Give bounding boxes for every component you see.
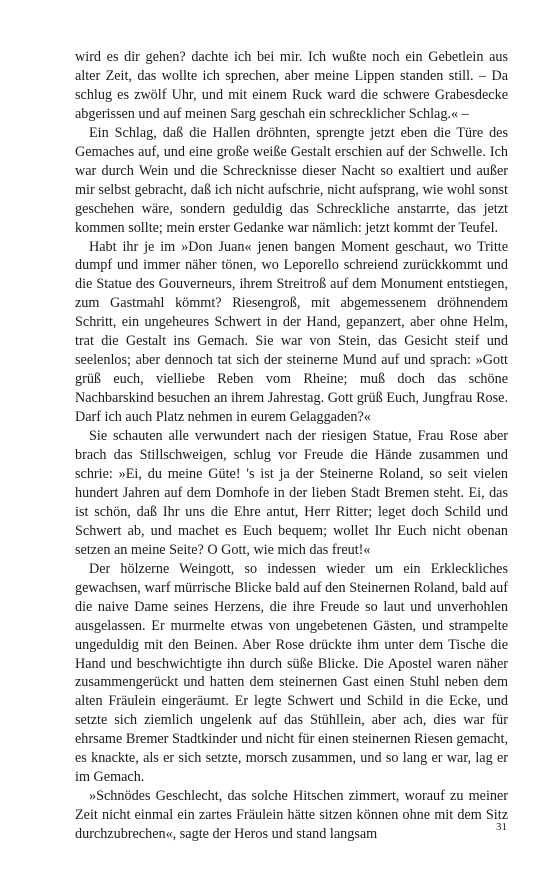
paragraph: Sie schauten alle verwundert nach der riesigen Statue, Frau Rose aber brach das Stillschweigen, schlug vor Freude die Hände zusammen und schrie: »Ei, du meine Güte! 's ist ja der Steinerne Roland, so seit vielen hundert Jahren auf dem Domhofe in der lieben Stadt Bremen steht. Ei, das ist schön, daß Ihr uns die Ehre antut, Herr Ritter; leget doch Schild und Schwert ab, und machet es Euch bequem; wollet Ihr Euch nicht obenan setzen an meine Seite? O Gott, wie mich das freut!« — [75, 428, 508, 558]
paragraph: wird es dir gehen? dachte ich bei mir. Ich wußte noch ein Gebetlein aus alter Zeit, das wollte ich sprechen, aber meine Lippen standen still. – Da schlug es zwölf Uhr, und mit einem Ruck ward die schwere Grabesdecke abgerissen und auf meinen Sarg geschah ein schrecklicher Schlag.« – — [75, 49, 508, 122]
paragraph: »Schnödes Geschlecht, das solche Hitschen zimmert, worauf zu meiner Zeit nicht einmal ein zartes Fräulein hätte sitzen können ohne mit dem Sitz durchzubrechen«, sagte der Heros und stand langsam — [75, 788, 508, 843]
paragraph: Habt ihr je im »Don Juan« jenen bangen Moment geschaut, wo Tritte dumpf und immer näher tönen, wo Leporello schreiend zurückkommt und die Statue des Gouverneurs, ihrem Streitroß auf dem Monument entstiegen, zum Gastmahl kömmt? Riesengroß, mit abgemessenem dröhnendem Schritt, ein ungeheures Schwert in der Hand, gepanzert, aber ohne Helm, trat die Gestalt ins Gemach. Sie war von Stein, das Gesicht steif und seelenlos; aber dennoch tat sich der steinerne Mund auf und sprach: »Gott grüß euch, vielliebe Reben vom Rheine; muß doch das schöne Nachbarskind besuchen an ihrem Jahrestag. Gott grüß Euch, Jungfrau Rose. Darf ich auch Platz nehmen in eurem Gelaggaden?« — [75, 238, 508, 426]
page-number: 31 — [496, 821, 507, 833]
paragraph: Ein Schlag, daß die Hallen dröhnten, sprengte jetzt eben die Türe des Gemaches auf, und eine große weiße Gestalt erschien auf der Schwelle. Ich war durch Wein und die Schrecknisse dieser Nacht so exaltiert und außer mir selbst gebracht, daß ich nicht aufschrie, nicht aufsprang, wie wohl sonst geschehen wäre, sondern geduldig das Schreckliche anstarrte, das jetzt kommen sollte; mein erster Gedanke war nämlich: jetzt kommt der Teufel. — [75, 124, 508, 236]
paragraph: Der hölzerne Weingott, so indessen wieder um ein Erkleckliches gewachsen, warf mürrische Blicke bald auf den Steinernen Roland, bald auf die naive Dame seines Herzens, die ihre Freude so laut und unverhohlen ausgelassen. Er murmelte etwas von ungebetenen Gästen, und strampelte ungeduldig mit den Beinen. Aber Rose drückte ihm unter dem Tische die Hand und beschwichtigte ihn durch süße Blicke. Die Apostel waren näher zusammengerückt und hatten dem steinernen Gast einen Stuhl neben dem alten Fräulein eingeräumt. Er legte Schwert und Schild in die Ecke, und setzte sich ziemlich ungelenk auf das Stühllein, aber ach, dies war für ehrsame Bremer Stadtkinder und nicht für einen steinernen Riesen gemacht, es knackte, als er sich setzte, morsch zusammen, und so lang er war, lag er im Gemach. — [75, 560, 508, 786]
body-text — [75, 48, 508, 844]
